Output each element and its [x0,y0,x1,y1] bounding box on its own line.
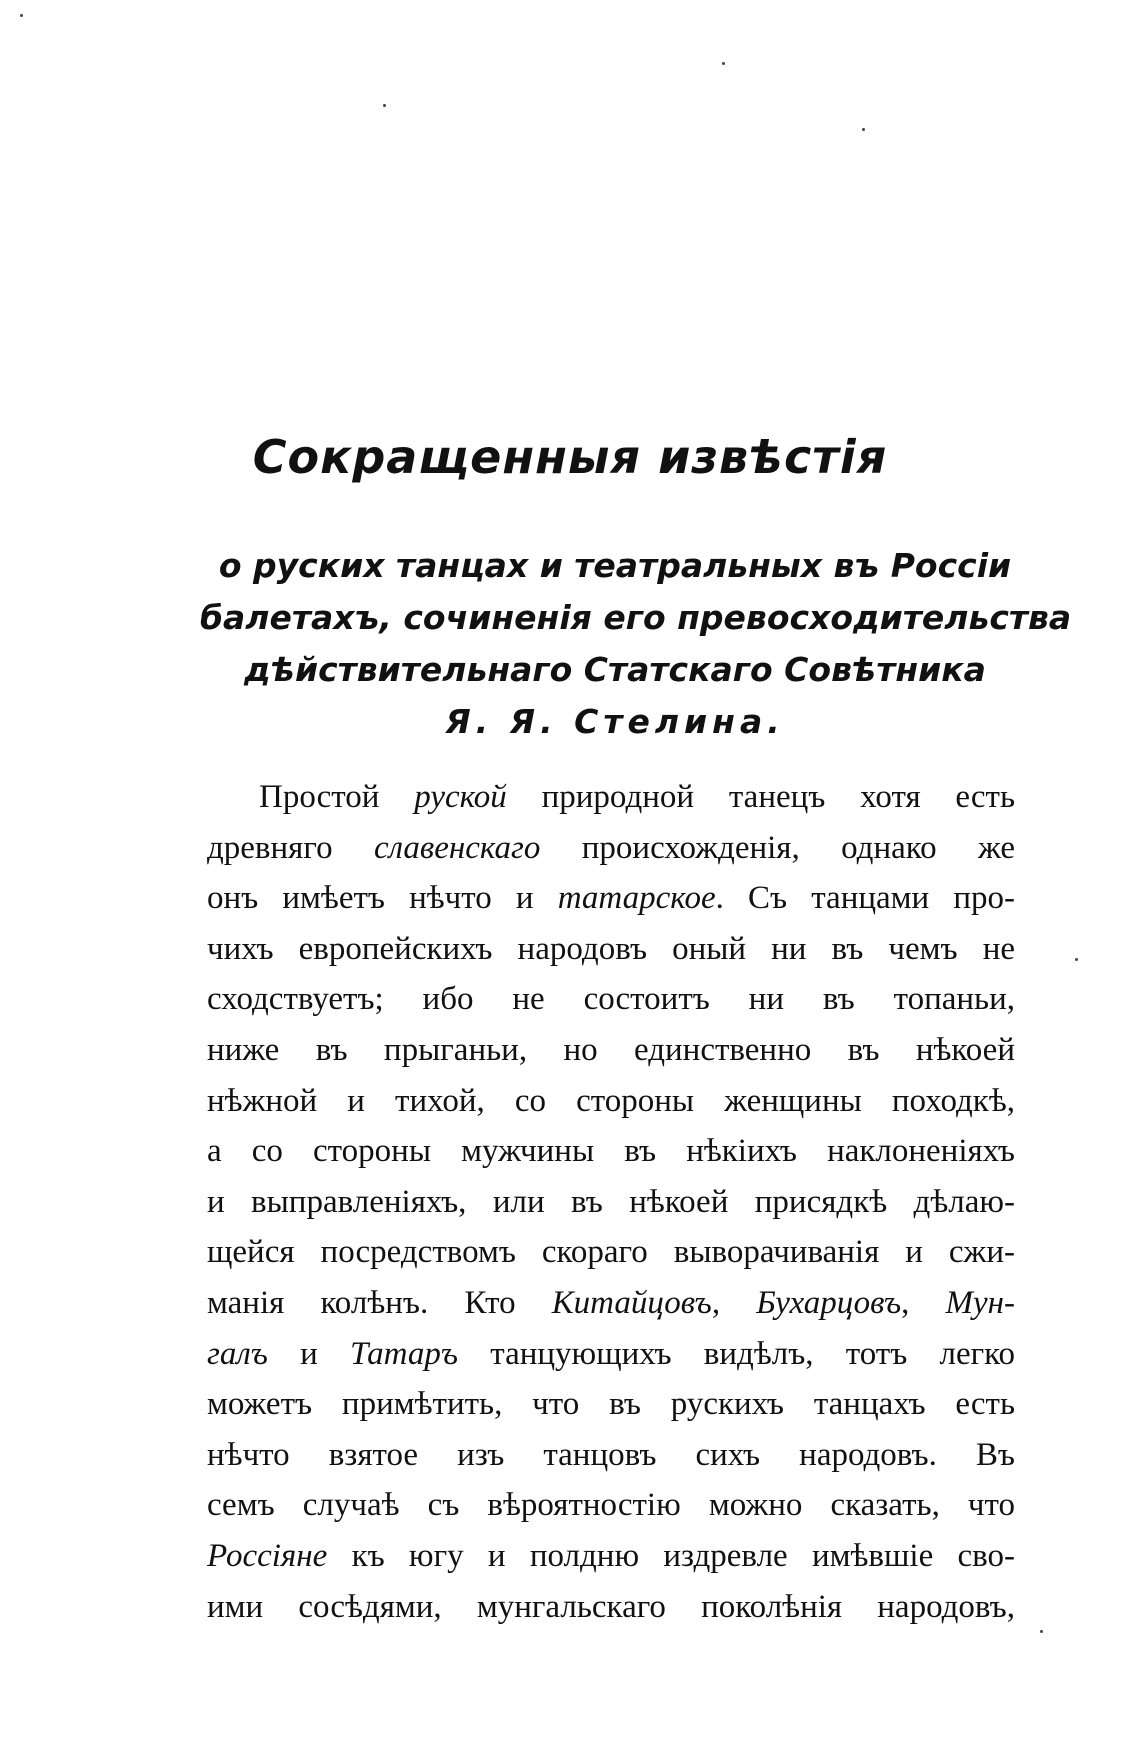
paper-speck [862,128,865,131]
text-line: нѣчто взятое изъ танцовъ сихъ народовъ. Въ [207,1436,1015,1473]
body-paragraph [207,772,1015,1632]
paper-speck [20,14,23,17]
text-line: манія колѣнъ. Кто Китайцовъ, Бухарцовъ, Мун- [207,1284,1016,1321]
text-line: древняго славенскаго происхожденія, однако же [207,829,1016,866]
text-line: чихъ европейскихъ народовъ оный ни въ чемъ не [207,930,1015,967]
text-line: можетъ примѣтить, что въ рускихъ танцахъ есть [207,1386,1015,1423]
paper-speck [722,62,725,65]
text-line: семъ случаѣ съ вѣроятностію можно сказать, что [207,1487,1015,1524]
text-line: нѣжной и тихой, со стороны женщины походкѣ, [207,1082,1015,1119]
subtitle-line-3: дѣйствительнаго Статскаго Совѣтника [244,650,986,689]
text-line: Простой руской природной танецъ хотя есть [259,779,1016,815]
text-line: ниже въ прыганьи, но единственно въ нѣкоей [207,1031,1015,1068]
text-line: и выправленіяхъ, или въ нѣкоей присядкѣ дѣлаю- [207,1183,1015,1220]
text-line: онъ имѣетъ нѣчто и татарское. Съ танцами про- [207,880,1015,917]
text-line: а со стороны мужчины въ нѣкіихъ наклоненіяхъ [207,1133,1015,1170]
text-line: галъ и Татаръ танцующихъ видѣлъ, тотъ легко [207,1335,1015,1372]
text-line: ими сосѣдями, мунгальскаго поколѣнія народовъ, [207,1588,1015,1625]
subtitle-block [200,540,1072,748]
subtitle-line-1: о руских танцах и театральных въ Россіи [218,546,1012,585]
page-title: Сокращенныя извѣстія [252,430,888,484]
text-line: Россіяне къ югу и полдню издревле имѣвшіе сво- [207,1537,1015,1574]
subtitle-line-2: балетахъ, сочиненія его превосходительства [200,598,1072,637]
text-line: щейся посредствомъ скораго выворачиванія и сжи- [207,1234,1015,1271]
paper-speck [1040,1630,1043,1633]
subtitle-author: Я. Я. Стелина. [445,702,785,741]
paper-speck [1075,958,1078,961]
paper-speck [383,104,386,107]
text-line: сходствуетъ; ибо не состоитъ ни въ топаньи, [207,981,1015,1018]
